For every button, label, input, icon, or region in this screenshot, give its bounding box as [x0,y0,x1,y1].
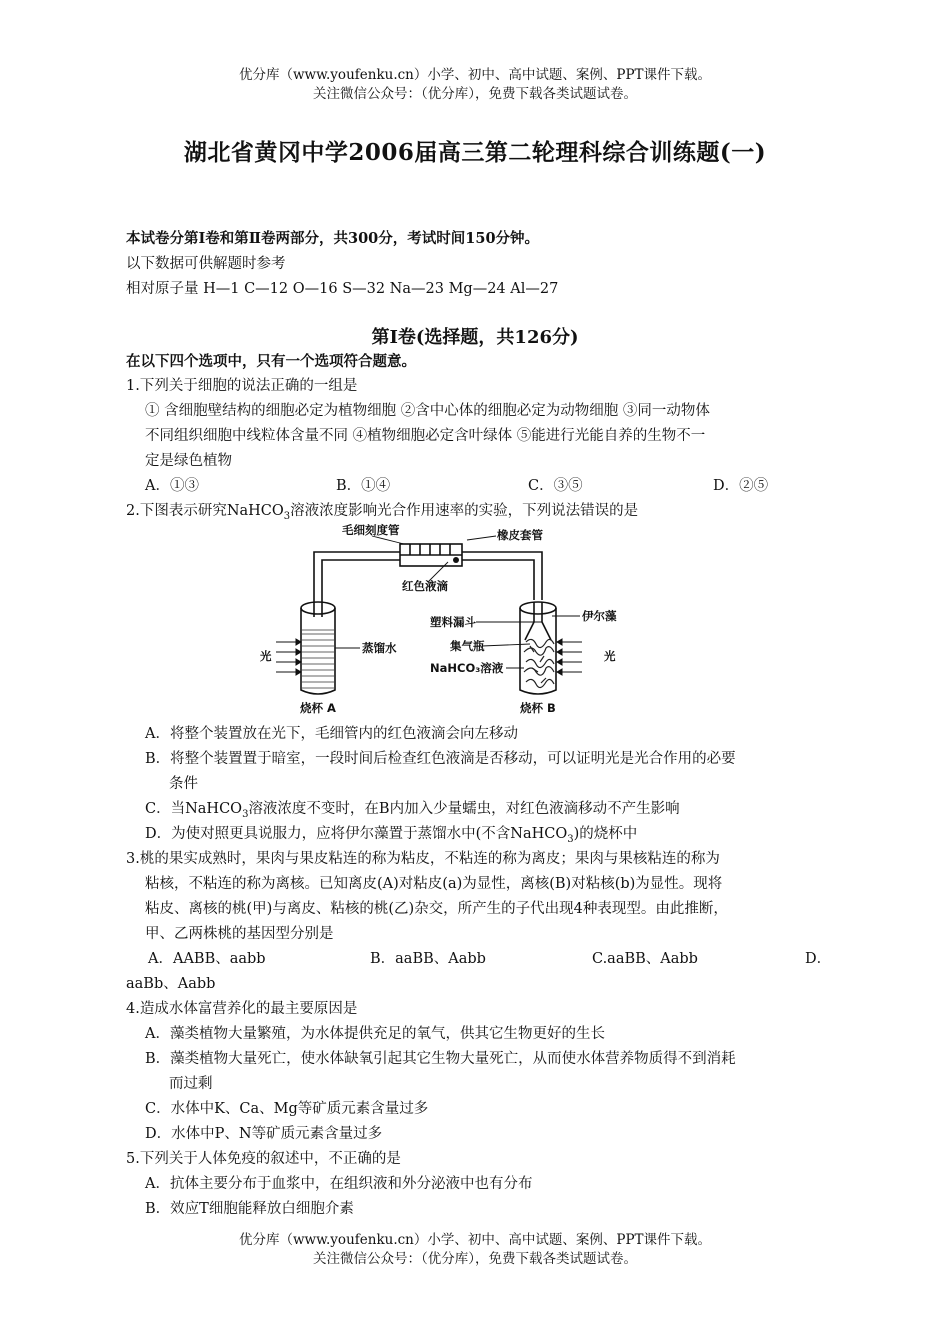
q1-option-c: C．③⑤ [528,478,583,494]
red-drop [453,557,459,563]
q5-option-a: A．抗体主要分布于血浆中，在组织液和外分泌液中也有分布 [145,1176,533,1192]
intro-line-2: 以下数据可供解题时参考 [126,256,286,272]
q5-stem: 5.下列关于人体免疫的叙述中，不正确的是 [126,1151,401,1167]
q4-option-b-2: 而过剩 [169,1076,213,1092]
q3-option-d-label: D． [805,951,832,967]
q3-line-3: 粘皮、离核的桃(甲)与离皮、粘核的桃(乙)杂交，所产生的子代出现4种表现型。由此推断， [145,901,728,917]
q1-option-d: D．②⑤ [713,478,769,494]
q3-line-2: 粘核，不粘连的称为离核。已知离皮(A)对粘皮(a)为显性，离核(B)对粘核(b)为显性。现将 [145,876,723,892]
tube-left [314,552,400,617]
q4-option-c: C．水体中K、Ca、Mg等矿质元素含量过多 [145,1101,429,1117]
label-red-drop: 红色液滴 [402,579,448,593]
label-rubber: 橡皮套管 [497,528,543,542]
label-funnel: 塑料漏斗 [430,615,476,629]
tube-right-inner [462,560,534,600]
label-beaker-b: 烧杯 B [520,701,556,715]
q2-option-b-2: 条件 [169,776,198,792]
q3-line-4: 甲、乙两株桃的基因型分别是 [145,926,334,942]
q3-option-c: C.aaBB、Aabb [592,951,698,967]
section-instruction: 在以下四个选项中，只有一个选项符合题意。 [126,353,416,370]
footer-line-2: 关注微信公众号：（优分库），免费下载各类试题试卷。 [313,1251,637,1267]
q3-option-b: B．aaBB、Aabb [370,951,486,967]
q4-stem: 4.造成水体富营养化的最主要原因是 [126,1001,358,1017]
q2-option-c: C．当NaHCO$_3$溶液浓度不变时，在B内加入少量蠕虫，对红色液滴移动不产生影响 [145,801,680,820]
q3-option-d-text: aaBb、Aabb [126,976,216,992]
label-light-left: 光 [260,649,272,663]
q3-line-1: 3.桃的果实成熟时，果肉与果皮粘连的称为粘皮，不粘连的称为离皮；果肉与果核粘连的称为 [126,851,720,867]
q2-stem: 2.下图表示研究NaHCO$_3$溶液浓度影响光合作用速率的实验，下列说法错误的是 [126,503,639,522]
header-line-2: 关注微信公众号：（优分库），免费下载各类试题试卷。 [313,86,637,102]
q2-option-d: D．为使对照更具说服力，应将伊尔藻置于蒸馏水中(不含NaHCO$_3$)的烧杯中 [145,826,638,845]
q1-body-1: ① 含细胞壁结构的细胞必定为植物细胞 ②含中心体的细胞必定为动物细胞 ③同一动物体 [145,403,710,419]
label-nahco3: NaHCO₃溶液 [430,661,504,675]
footer-line-1: 优分库（www.youfenku.cn）小学、初中、高中试题、案例、PPT课件下载。 [238,1232,712,1248]
q3-option-a: A．AABB、aabb [148,951,266,967]
label-beaker-a: 烧杯 A [300,701,336,715]
q1-body-3: 定是绿色植物 [145,453,232,469]
page-title: 湖北省黄冈中学2006届高三第二轮理科综合训练题(一) [183,139,767,166]
q2-option-b-1: B．将整个装置置于暗室，一段时间后检查红色液滴是否移动，可以证明光是光合作用的必要 [145,751,736,767]
q1-option-a: A．①③ [145,478,199,494]
intro-line-3: 相对原子量 H—1 C—12 O—16 S—32 Na—23 Mg—24 Al—27 [126,281,559,297]
tube-left-inner [322,560,400,617]
label-water: 蒸馏水 [362,641,397,655]
q1-option-b: B．①④ [336,478,391,494]
label-capillary: 毛细刻度管 [342,523,400,537]
elodea-plants [524,639,554,687]
q2-option-a: A．将整个装置放在光下，毛细管内的红色液滴会向左移动 [145,726,518,742]
header-line-1: 优分库（www.youfenku.cn）小学、初中、高中试题、案例、PPT课件下载。 [238,67,712,83]
q4-option-a: A．藻类植物大量繁殖，为水体提供充足的氧气，供其它生物更好的生长 [145,1026,605,1042]
section-title: 第Ⅰ卷(选择题，共126分) [371,327,579,348]
label-elodea: 伊尔藻 [582,609,617,623]
q1-body-2: 不同组织细胞中线粒体含量不同 ④植物细胞必定含叶绿体 ⑤能进行光能自养的生物不一 [145,428,706,444]
label-gas-bottle: 集气瓶 [450,639,485,653]
experiment-figure [252,522,632,717]
label-light-right: 光 [604,649,616,663]
q4-option-d: D．水体中P、N等矿质元素含量过多 [145,1126,383,1142]
beaker-a [301,608,335,694]
q4-option-b-1: B．藻类植物大量死亡，使水体缺氧引起其它生物大量死亡，从而使水体营养物质得不到消耗 [145,1051,736,1067]
intro-line-1: 本试卷分第Ⅰ卷和第Ⅱ卷两部分，共300分，考试时间150分钟。 [126,230,540,247]
q5-option-b: B．效应T细胞能释放白细胞介素 [145,1201,354,1217]
q1-stem: 1.下列关于细胞的说法正确的一组是 [126,378,358,394]
